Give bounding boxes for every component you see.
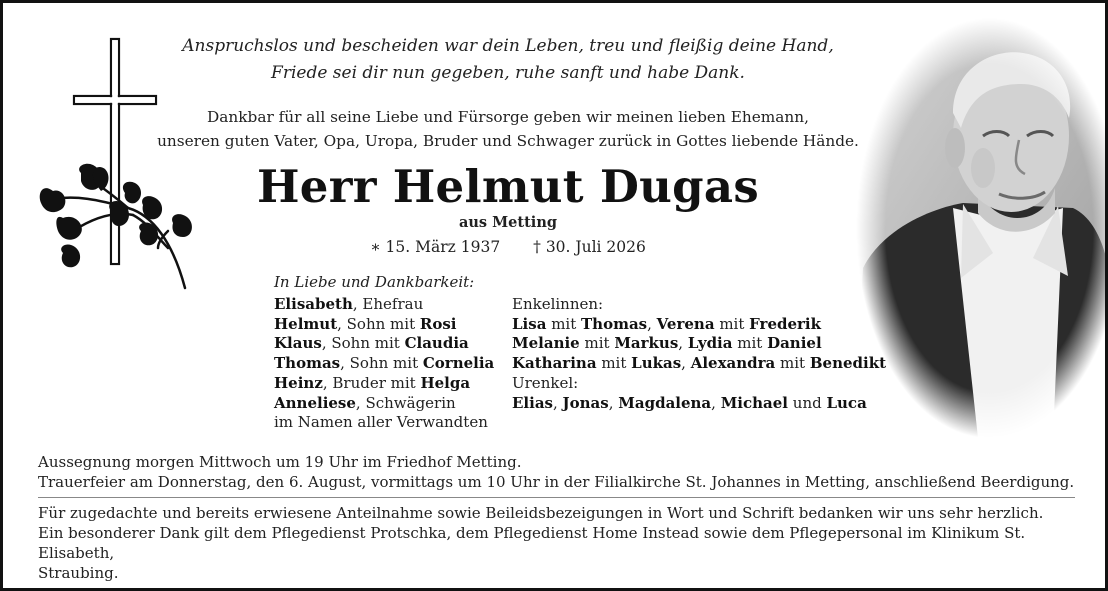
mourner-line [512, 315, 886, 335]
mourner-name: Lukas [631, 354, 682, 373]
mourner-name: Rosi [419, 314, 457, 333]
mourner-name: Magdalena [618, 393, 712, 412]
mourner-line [274, 413, 494, 433]
mourner-line [274, 315, 494, 335]
mourner-relation: , [647, 314, 657, 333]
mourner-name: Alexandra [690, 354, 776, 373]
intro-line: unseren guten Vater, Opa, Uropa, Bruder und Schwager zurück in Gottes liebende Hände. [157, 132, 859, 150]
life-dates [333, 236, 683, 258]
mourner-line [512, 374, 886, 394]
mourner-name: Helmut [274, 314, 338, 333]
birth-date: ∗ 15. März 1937 [370, 238, 501, 256]
service-info [38, 452, 1078, 492]
mourner-name: Lisa [512, 314, 547, 333]
mourner-name: Helga [420, 373, 471, 392]
mourner-relation: , Bruder mit [322, 373, 421, 392]
deceased-origin: aus Metting [458, 214, 557, 231]
service-line: Trauerfeier am Donnerstag, den 6. August, vormittags um 10 Uhr in der Filialkirche St. Johannes in Metting, anschließend Beerdigung. [38, 473, 1075, 491]
mourner-line [274, 334, 494, 354]
mourner-line [512, 394, 886, 414]
gratitude-line: Für zugedachte und bereits erwiesene Anteilnahme sowie Beileidsbezeigungen in Wort und Schrift bedanken wir uns sehr herzlich. [38, 504, 1044, 522]
mourner-name: Luca [826, 393, 867, 412]
gratitude-text [38, 503, 1078, 583]
mourner-relation: mit [596, 354, 632, 373]
mourner-relation: , [608, 393, 619, 412]
poem [153, 33, 863, 87]
mourner-relation: mit [732, 334, 768, 353]
mourner-relation: , [681, 354, 691, 373]
mourner-relation: , [553, 393, 563, 412]
mourners-list-family [274, 295, 494, 433]
mourner-name: Jonas [562, 393, 609, 412]
divider [38, 497, 1075, 498]
mourner-name: Elias [512, 393, 553, 412]
mourner-name: Michael [720, 393, 789, 412]
mourner-name: Cornelia [422, 354, 495, 373]
mourner-line [274, 394, 494, 414]
mourner-relation: , Sohn mit [337, 314, 420, 333]
intro-line: Dankbar für all seine Liebe und Fürsorge geben wir meinen lieben Ehemann, [207, 108, 809, 126]
mourner-line [274, 354, 494, 374]
mourner-relation: mit [579, 334, 615, 353]
mourner-name: Lydia [687, 334, 733, 353]
mourner-line [274, 374, 494, 394]
mourner-relation: mit [714, 314, 750, 333]
mourner-relation: mit [775, 354, 810, 373]
mourner-relation: im Namen aller Verwandten [274, 413, 488, 432]
mourner-name: Melanie [512, 334, 580, 353]
mourner-name: Thomas [274, 354, 341, 373]
gratitude-line: Ein besonderer Dank gilt dem Pflegedienst Protschka, dem Pflegedienst Home Instead sowie dem Pflegepersonal im Klinikum St. Elisabeth, [38, 524, 1026, 562]
mourner-name: Verena [656, 314, 715, 333]
mourner-relation: , Sohn mit [340, 354, 423, 373]
mourner-line [512, 295, 886, 315]
mourner-relation: Enkelinnen: [512, 295, 604, 313]
mourner-relation: , Sohn mit [321, 334, 405, 353]
mourner-relation: , [711, 393, 721, 412]
mourner-line [512, 334, 886, 354]
mourner-relation: , [678, 334, 688, 353]
death-date: † 30. Juli 2026 [533, 238, 646, 256]
poem-line: Anspruchslos und bescheiden war dein Leben, treu und fleißig deine Hand, [182, 36, 834, 56]
mourner-name: Markus [614, 334, 679, 353]
mourner-name: Claudia [404, 334, 469, 353]
mourner-relation: und [788, 393, 827, 412]
mourner-name: Frederik [749, 314, 822, 333]
mourner-name: Klaus [274, 334, 322, 353]
gratitude-line: Straubing. [38, 564, 119, 582]
mourner-name: Daniel [767, 334, 822, 353]
poem-line: Friede sei dir nun gegeben, ruhe sanft und habe Dank. [271, 63, 745, 83]
mourner-relation: mit [546, 314, 582, 333]
mourner-name: Thomas [581, 314, 648, 333]
mourner-relation: , Schwägerin [355, 393, 456, 412]
mourner-name: Benedikt [809, 354, 887, 373]
mourner-line [274, 295, 494, 315]
mourner-relation: Urenkel: [512, 373, 579, 392]
mourner-name: Katharina [512, 354, 597, 373]
mourner-relation: , Ehefrau [352, 295, 424, 313]
mourner-line [512, 354, 886, 374]
intro-text [153, 105, 863, 153]
mourners-heading: In Liebe und Dankbarkeit: [274, 273, 475, 291]
mourners-list-grandchildren [512, 295, 886, 413]
service-line: Aussegnung morgen Mittwoch um 19 Uhr im Friedhof Metting. [38, 453, 522, 471]
mourner-name: Anneliese [274, 393, 356, 412]
deceased-name: Herr Helmut Dugas [256, 160, 760, 213]
mourner-name: Heinz [274, 373, 323, 392]
mourner-name: Elisabeth [274, 295, 353, 313]
